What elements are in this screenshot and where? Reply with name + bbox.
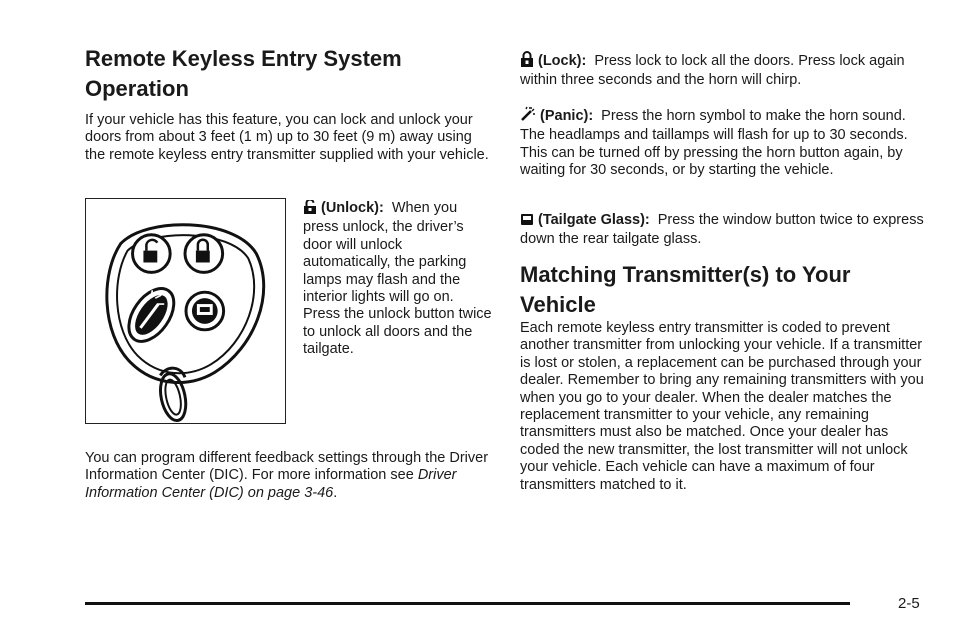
dic-text: You can program different feedback settings through the Driver Information Center (DIC). For more information see (85, 450, 489, 484)
tailgate-glass-icon (520, 212, 534, 231)
dic-paragraph (85, 450, 493, 502)
page-number: 2-5 (898, 595, 920, 612)
key-fob-illustration (85, 198, 286, 424)
lock-description (520, 51, 930, 90)
unlock-term: (Unlock): (321, 200, 384, 216)
panic-description (520, 106, 930, 180)
unlock-text: When you press unlock, the driver’s door will unlock automatically, the parking lamps may flash and the interior lights will go on. Press the unlock button twice to unlock all doors and the tailgate. (303, 200, 492, 358)
section-heading-remote-keyless: Remote Keyless Entry System Operation (85, 46, 402, 101)
panic-term: (Panic): (540, 108, 594, 124)
dic-end: . (333, 484, 338, 501)
panic-text: Press the horn symbol to make the horn sound. The headlamps and taillamps will flash for up to 30 seconds. This can be turned off by pressing the horn button again, by waiting for 30 seconds, or by starting the vehicle. (520, 108, 908, 179)
lock-icon (520, 51, 534, 72)
lock-term: (Lock): (538, 53, 587, 69)
matching-paragraph: Each remote keyless entry transmitter is coded to prevent another transmitter from unlocking your vehicle. If a transmitter is lost or stolen, a replacement can be purchased through your dealer. Remember to bring any remaining transmitters with you when you go to your dealer. When the dealer matches the replacement transmitter to your vehicle, any remaining transmitters must also be matched. Once your dealer has coded the new transmitter, the lost transmitter will not unlock your vehicle. Each vehicle can have a maximum of four transmitters matched to it. (520, 320, 924, 493)
unlock-icon (303, 200, 317, 219)
tailgate-text: Press the window button twice to express down the rear tailgate glass. (520, 212, 924, 248)
intro-paragraph: If your vehicle has this feature, you can lock and unlock your doors from about 3 feet (1 m) up to 30 feet (9 m) away using the remote keyless entry transmitter supplied with your vehicle. (85, 112, 489, 163)
footer-rule (85, 602, 850, 605)
unlock-description (303, 200, 493, 359)
panic-horn-icon (520, 106, 536, 127)
tailgate-term: (Tailgate Glass): (538, 212, 650, 228)
tailgate-description (520, 212, 930, 249)
section-heading-matching: Matching Transmitter(s) to Your Vehicle (520, 262, 851, 317)
dic-reference-link[interactable]: Driver Information Center (DIC) on page 3-46 (85, 467, 457, 501)
lock-text: Press lock to lock all the doors. Press lock again within three seconds and the horn will chirp. (520, 53, 905, 89)
